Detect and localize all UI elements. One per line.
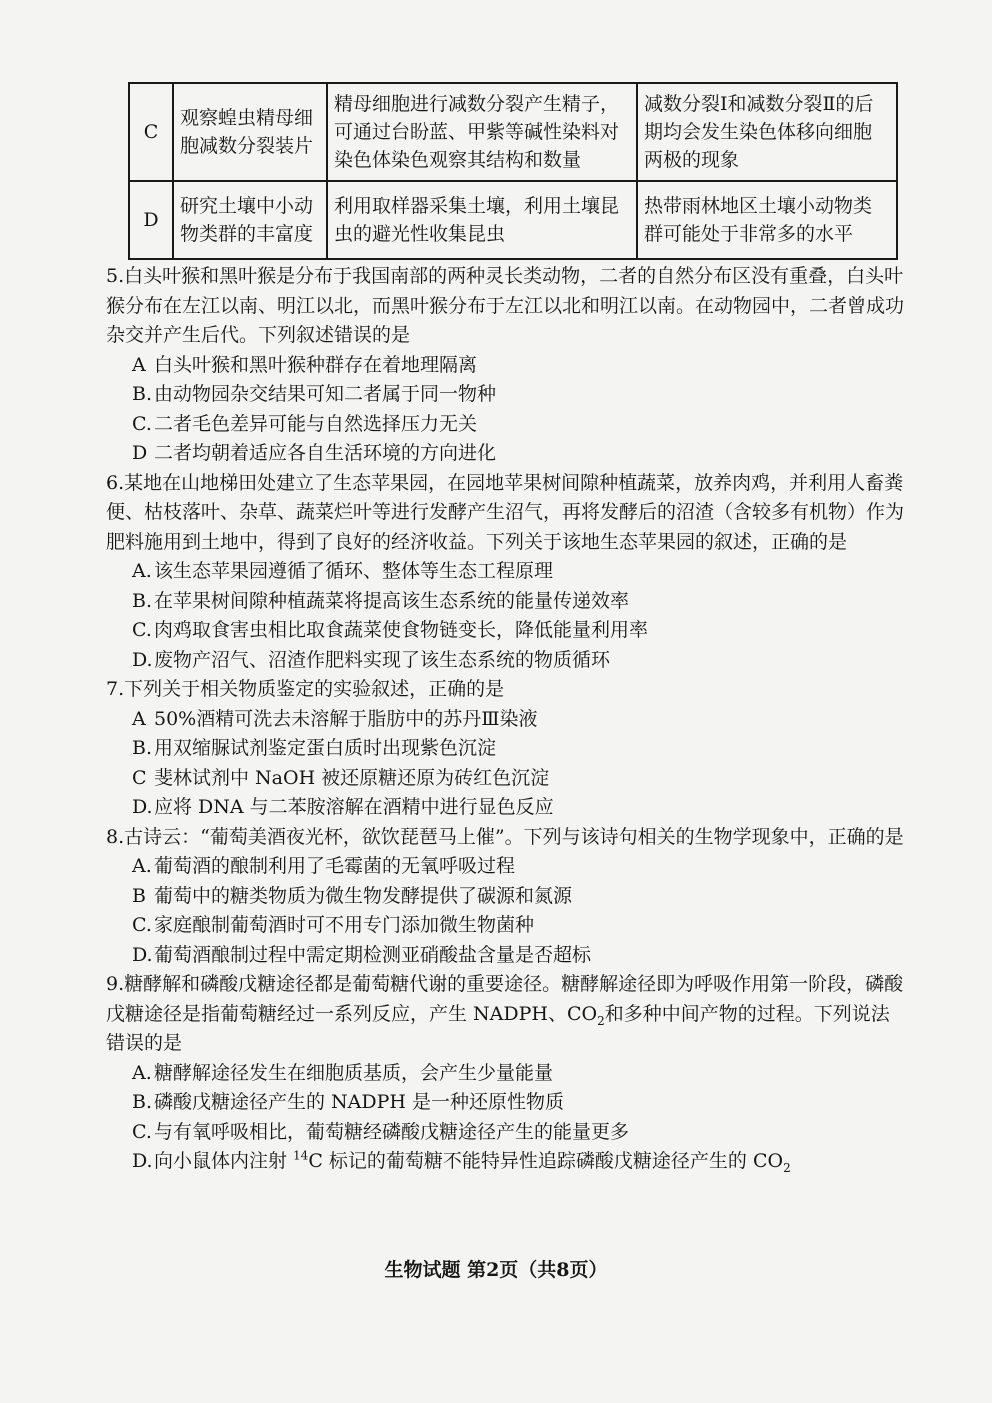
option-d — [132, 439, 906, 469]
option-text: 向小鼠体内注射 — [154, 1150, 294, 1172]
question-stem — [106, 469, 906, 558]
option-letter: A. — [132, 855, 152, 877]
option-letter: D. — [132, 943, 153, 966]
option-c — [132, 616, 906, 646]
option-letter: D — [132, 442, 148, 464]
option-letter: A — [132, 353, 146, 376]
option-text: 二者毛色差异可能与自然选择压力无关 — [154, 412, 478, 435]
option-letter: B — [132, 884, 146, 907]
option-text: 应将 DNA 与二苯胺溶解在酒精中进行显色反应 — [154, 796, 554, 818]
option-text: 废物产沼气、沼渣作肥料实现了该生态系统的物质循环 — [154, 648, 611, 671]
option-text: 糖酵解途径发生在细胞质基质，会产生少量能量 — [154, 1061, 554, 1084]
option-letter: A. — [132, 1061, 152, 1084]
option-d — [132, 793, 906, 823]
option-b — [132, 882, 906, 912]
option-b — [132, 380, 906, 410]
option-letter: A — [132, 707, 146, 730]
option-c — [132, 410, 906, 440]
option-text: 50%酒精可洗去未溶解于脂肪中的苏丹Ⅲ染液 — [154, 707, 538, 730]
option-letter: B. — [132, 383, 153, 405]
question-text: 白头叶猴和黑叶猴是分布于我国南部的两种灵长类动物，二者的自然分布区没有重叠，白头叶猴分布在左江以南、明江以北，而黑叶猴分布于左江以北和明江以南。在动物园中，二者曾成功杂交并产生后代。下列叙述错误的是 — [106, 265, 905, 346]
question-stem — [106, 262, 906, 351]
question-text: 糖酵解和磷酸戊糖途径都是葡萄糖代谢的重要途径。糖酵解途径即为呼吸作用第一阶段，磷酸戊糖途径是指葡萄糖经过一系列反应，产生 NADPH、CO — [106, 973, 904, 1025]
question-number: 5. — [106, 265, 125, 287]
option-text: 用双缩脲试剂鉴定蛋白质时出现紫色沉淀 — [154, 737, 497, 759]
option-letter: A. — [132, 560, 152, 582]
table-row — [129, 83, 897, 181]
question-6 — [106, 469, 906, 676]
experiment-table — [128, 82, 898, 260]
option-list — [106, 557, 906, 675]
question-number: 9. — [106, 973, 125, 995]
question-number: 8. — [106, 825, 125, 848]
option-d — [132, 1147, 906, 1177]
option-text: 斐林试剂中 NaOH 被还原糖还原为砖红色沉淀 — [154, 766, 550, 789]
question-7 — [106, 675, 906, 823]
option-b — [132, 734, 906, 764]
option-letter: B. — [132, 1091, 153, 1113]
option-b — [132, 587, 906, 617]
option-text: 葡萄酒酿制过程中需定期检测亚硝酸盐含量是否超标 — [154, 943, 592, 966]
option-text: 肉鸡取食害虫相比取食蔬菜使食物链变长，降低能量利用率 — [154, 619, 649, 641]
option-letter: D. — [132, 648, 153, 671]
option-text: 在苹果树间隙种植蔬菜将提高该生态系统的能量传递效率 — [154, 589, 630, 612]
option-letter: B. — [132, 737, 153, 759]
option-a — [132, 557, 906, 587]
question-text: 下列关于相关物质鉴定的实验叙述，正确的是 — [124, 678, 505, 700]
option-text: 葡萄中的糖类物质为微生物发酵提供了碳源和氮源 — [154, 884, 573, 907]
option-c — [132, 911, 906, 941]
question-stem — [106, 675, 906, 705]
superscript: 14 — [293, 1148, 309, 1163]
table-method-cell: 精母细胞进行减数分裂产生精子，可通过台盼蓝、甲紫等碱性染料对染色体染色观察其结构和数量 — [327, 83, 637, 181]
page-footer: 生物试题 第2页（共8页） — [384, 1259, 608, 1281]
option-text: 与有氧呼吸相比，葡萄糖经磷酸戊糖途径产生的能量更多 — [154, 1120, 630, 1143]
option-letter: C. — [132, 1120, 152, 1143]
option-letter: C — [132, 766, 147, 789]
question-text: 某地在山地梯田处建立了生态苹果园，在园地苹果树间隙种植蔬菜，放养肉鸡，并利用人畜粪便、枯枝落叶、杂草、蔬菜烂叶等进行发酵产生沼气，再将发酵后的沼渣（含较多有机物）作为肥料施用到土地中，得到了良好的经济收益。下列关于该地生态苹果园的叙述，正确的是 — [106, 471, 905, 553]
question-stem — [106, 970, 906, 1059]
option-c — [132, 764, 906, 794]
option-letter: D. — [132, 796, 153, 818]
option-text-cont: C 标记的葡萄糖不能特异性追踪磷酸戊糖途径产生的 CO — [308, 1150, 784, 1172]
table-experiment-cell: 观察蝗虫精母细胞减数分裂装片 — [173, 83, 327, 181]
table-method-cell: 利用取样器采集土壤，利用土壤昆虫的避光性收集昆虫 — [327, 181, 637, 259]
option-text: 二者均朝着适应各自生活环境的方向进化 — [154, 442, 497, 464]
table-option-cell: D — [129, 181, 173, 259]
option-letter: C. — [132, 619, 152, 641]
option-letter: C. — [132, 914, 152, 936]
question-number: 6. — [106, 471, 125, 494]
question-8 — [106, 823, 906, 971]
option-list — [106, 351, 906, 469]
option-a — [132, 852, 906, 882]
table-result-cell: 减数分裂Ⅰ和减数分裂Ⅱ的后期均会发生染色体移向细胞两极的现象 — [637, 83, 897, 181]
table-experiment-cell: 研究土壤中小动物类群的丰富度 — [173, 181, 327, 259]
subscript: 2 — [783, 1160, 791, 1175]
option-text: 该生态苹果园遵循了循环、整体等生态工程原理 — [154, 560, 554, 582]
option-text: 白头叶猴和黑叶猴种群存在着地理隔离 — [154, 353, 478, 376]
option-letter: B. — [132, 589, 153, 612]
option-list — [106, 705, 906, 823]
option-text: 由动物园杂交结果可知二者属于同一物种 — [154, 383, 497, 405]
option-c — [132, 1118, 906, 1148]
question-stem — [106, 823, 906, 853]
table-result-cell: 热带雨林地区土壤小动物类群可能处于非常多的水平 — [637, 181, 897, 259]
option-text: 家庭酿制葡萄酒时可不用专门添加微生物菌种 — [154, 914, 535, 936]
option-d — [132, 941, 906, 971]
option-a — [132, 705, 906, 735]
option-list — [106, 1059, 906, 1177]
option-a — [132, 351, 906, 381]
question-text-cont: 和多种中间产物的过程。下列说法错误的是 — [106, 1002, 890, 1054]
subscript: 2 — [597, 1013, 605, 1028]
option-d — [132, 646, 906, 676]
option-list — [106, 852, 906, 970]
question-5 — [106, 262, 906, 469]
question-text: 古诗云：“葡萄美酒夜光杯，欲饮琵琶马上催”。下列与该诗句相关的生物学现象中，正确的是 — [124, 825, 904, 848]
table-row — [129, 181, 897, 259]
option-text: 葡萄酒的酿制利用了毛霉菌的无氧呼吸过程 — [154, 855, 516, 877]
option-b — [132, 1088, 906, 1118]
option-a — [132, 1059, 906, 1089]
question-9 — [106, 970, 906, 1177]
table-option-cell: C — [129, 83, 173, 181]
option-letter: C. — [132, 412, 152, 435]
question-list — [106, 262, 906, 1177]
option-letter: D. — [132, 1150, 153, 1172]
question-number: 7. — [106, 678, 125, 700]
option-text: 磷酸戊糖途径产生的 NADPH 是一种还原性物质 — [154, 1091, 565, 1113]
